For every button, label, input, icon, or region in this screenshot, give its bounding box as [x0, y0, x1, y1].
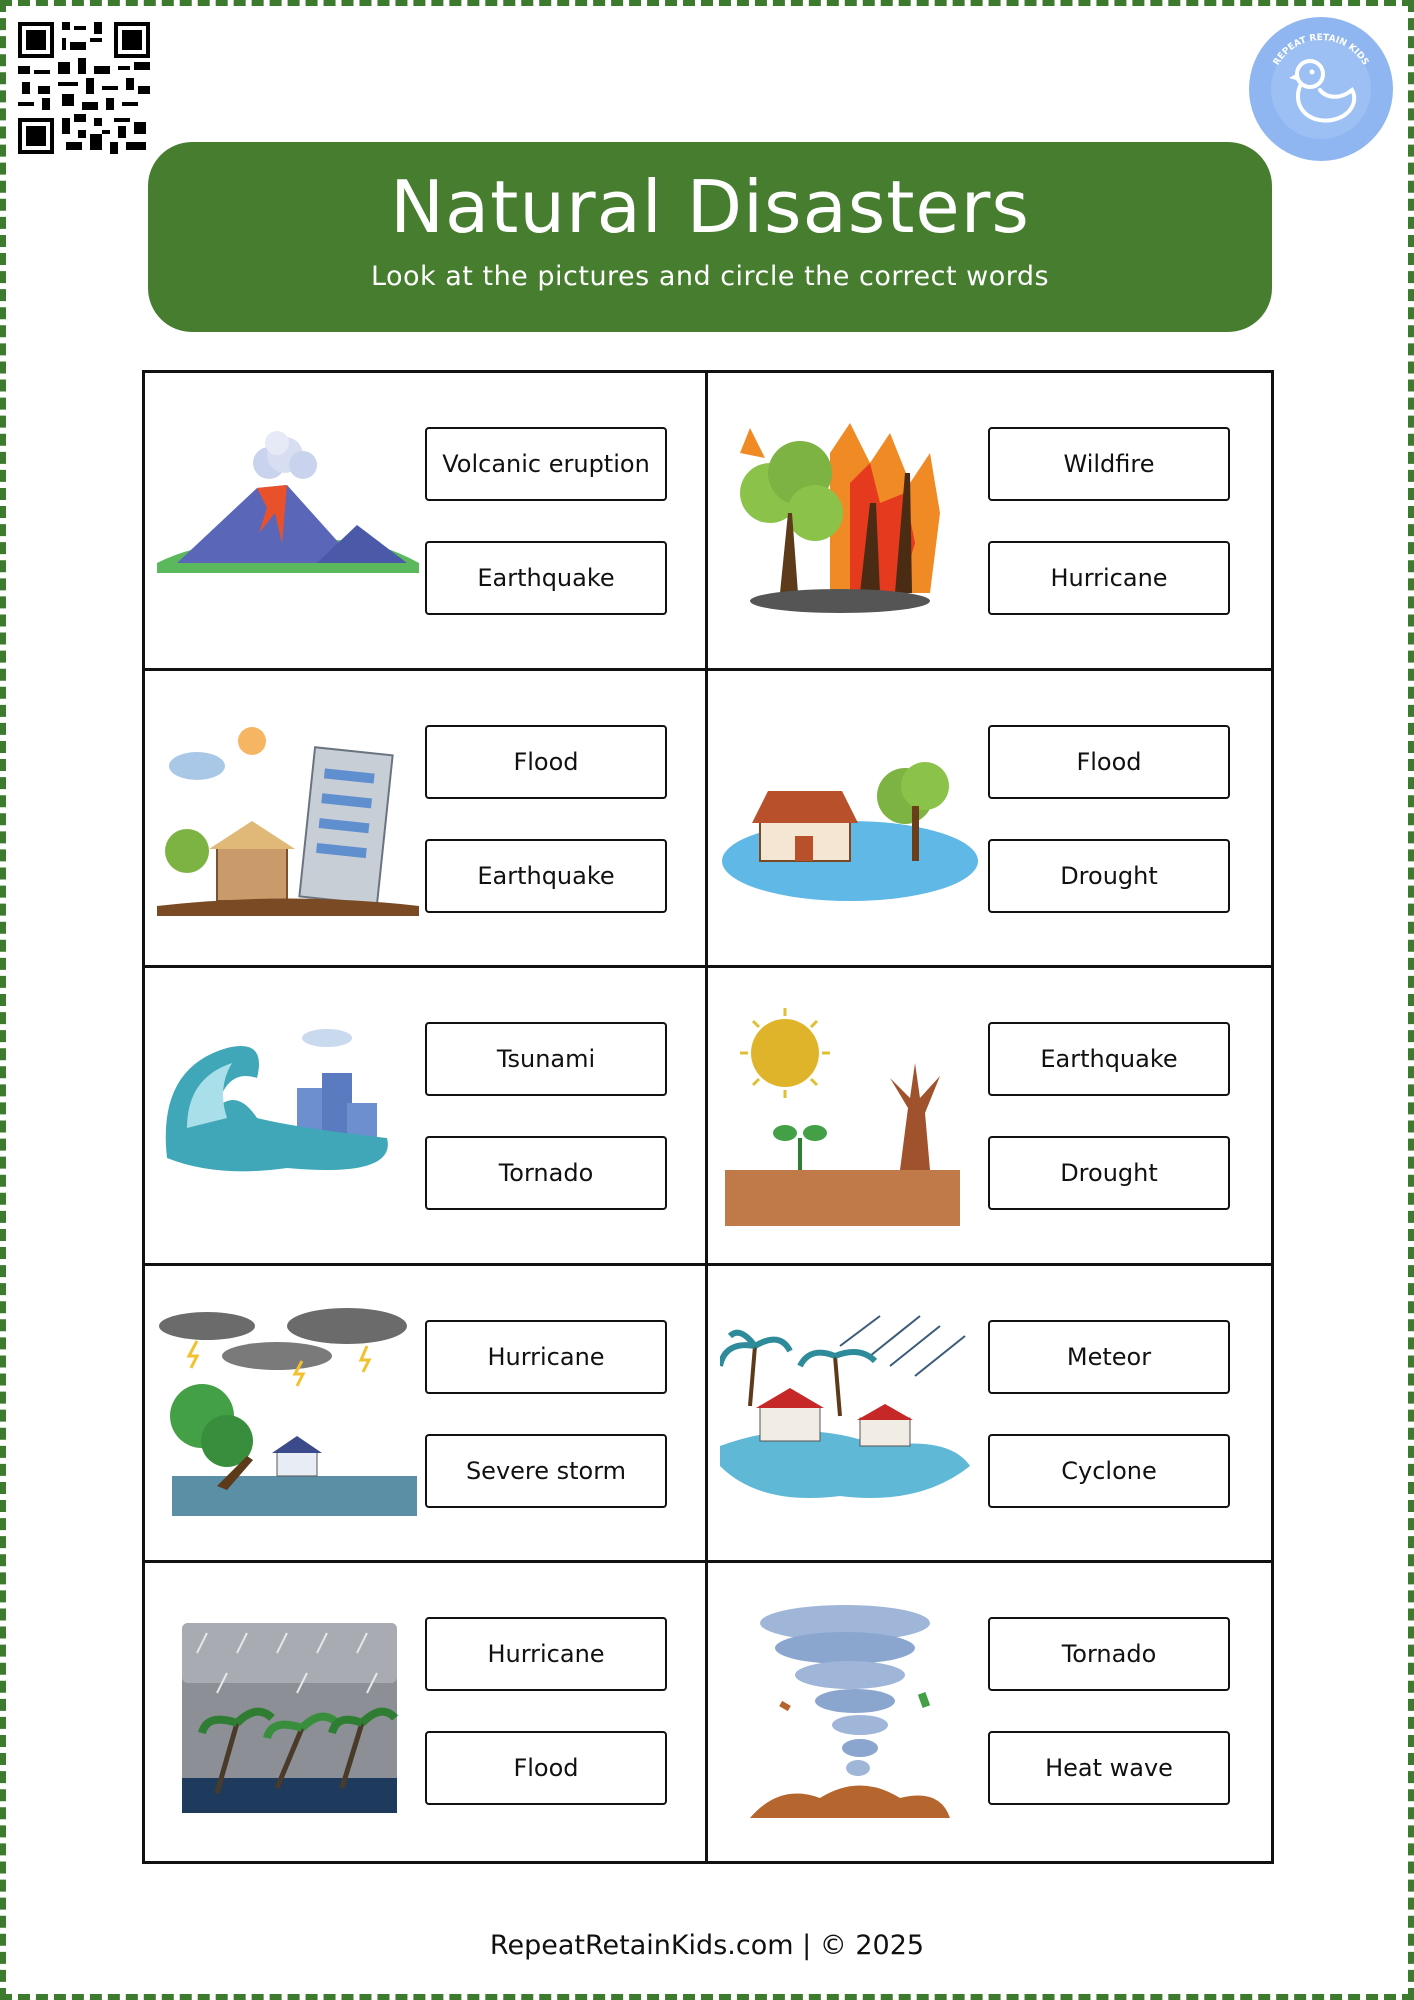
card-earthquake: [145, 671, 708, 969]
card-severe-storm: [145, 1266, 708, 1564]
option-meteor[interactable]: Meteor: [988, 1320, 1230, 1394]
cyclone-icon: [720, 1306, 982, 1526]
option-earthquake[interactable]: Earthquake: [988, 1022, 1230, 1096]
option-hurricane[interactable]: Hurricane: [425, 1617, 667, 1691]
page-subtitle: Look at the pictures and circle the correct words: [370, 261, 1050, 293]
card-tsunami: [145, 968, 708, 1266]
option-cyclone[interactable]: Cyclone: [988, 1434, 1230, 1508]
footer-credit: RepeatRetainKids.com | © 2025: [489, 1930, 925, 1961]
option-drought[interactable]: Drought: [988, 1136, 1230, 1210]
option-tsunami[interactable]: Tsunami: [425, 1022, 667, 1096]
tornado-icon: [720, 1603, 982, 1823]
option-tornado[interactable]: Tornado: [988, 1617, 1230, 1691]
option-earthquake[interactable]: Earthquake: [425, 541, 667, 615]
card-volcano: [145, 373, 708, 671]
card-wildfire: [708, 373, 1271, 671]
option-volcanic-eruption[interactable]: Volcanic eruption: [425, 427, 667, 501]
option-hurricane[interactable]: Hurricane: [425, 1320, 667, 1394]
wildfire-icon: [720, 413, 982, 633]
severe-storm-icon: [157, 1306, 419, 1526]
svg-text:REPEAT RETAIN KIDS: REPEAT RETAIN KIDS: [1271, 32, 1371, 68]
option-severe-storm[interactable]: Severe storm: [425, 1434, 667, 1508]
card-cyclone: [708, 1266, 1271, 1564]
card-hurricane: [145, 1563, 708, 1861]
option-earthquake[interactable]: Earthquake: [425, 839, 667, 913]
earthquake-icon: [157, 711, 419, 931]
flood-icon: [720, 711, 982, 931]
option-flood[interactable]: Flood: [425, 725, 667, 799]
option-wildfire[interactable]: Wildfire: [988, 427, 1230, 501]
card-drought: [708, 968, 1271, 1266]
option-flood[interactable]: Flood: [988, 725, 1230, 799]
hurricane-icon: [157, 1603, 419, 1823]
card-flood: [708, 671, 1271, 969]
brand-logo: [1248, 16, 1394, 162]
volcano-icon: [157, 413, 419, 633]
option-heat-wave[interactable]: Heat wave: [988, 1731, 1230, 1805]
option-tornado[interactable]: Tornado: [425, 1136, 667, 1210]
option-hurricane[interactable]: Hurricane: [988, 541, 1230, 615]
qr-code-icon: [18, 22, 150, 154]
card-tornado: [708, 1563, 1271, 1861]
drought-icon: [720, 1008, 982, 1228]
worksheet-grid: [142, 370, 1274, 1864]
option-drought[interactable]: Drought: [988, 839, 1230, 913]
title-banner: [148, 142, 1272, 332]
tsunami-icon: [157, 1008, 419, 1228]
page-title: Natural Disasters: [390, 165, 1030, 249]
option-flood[interactable]: Flood: [425, 1731, 667, 1805]
